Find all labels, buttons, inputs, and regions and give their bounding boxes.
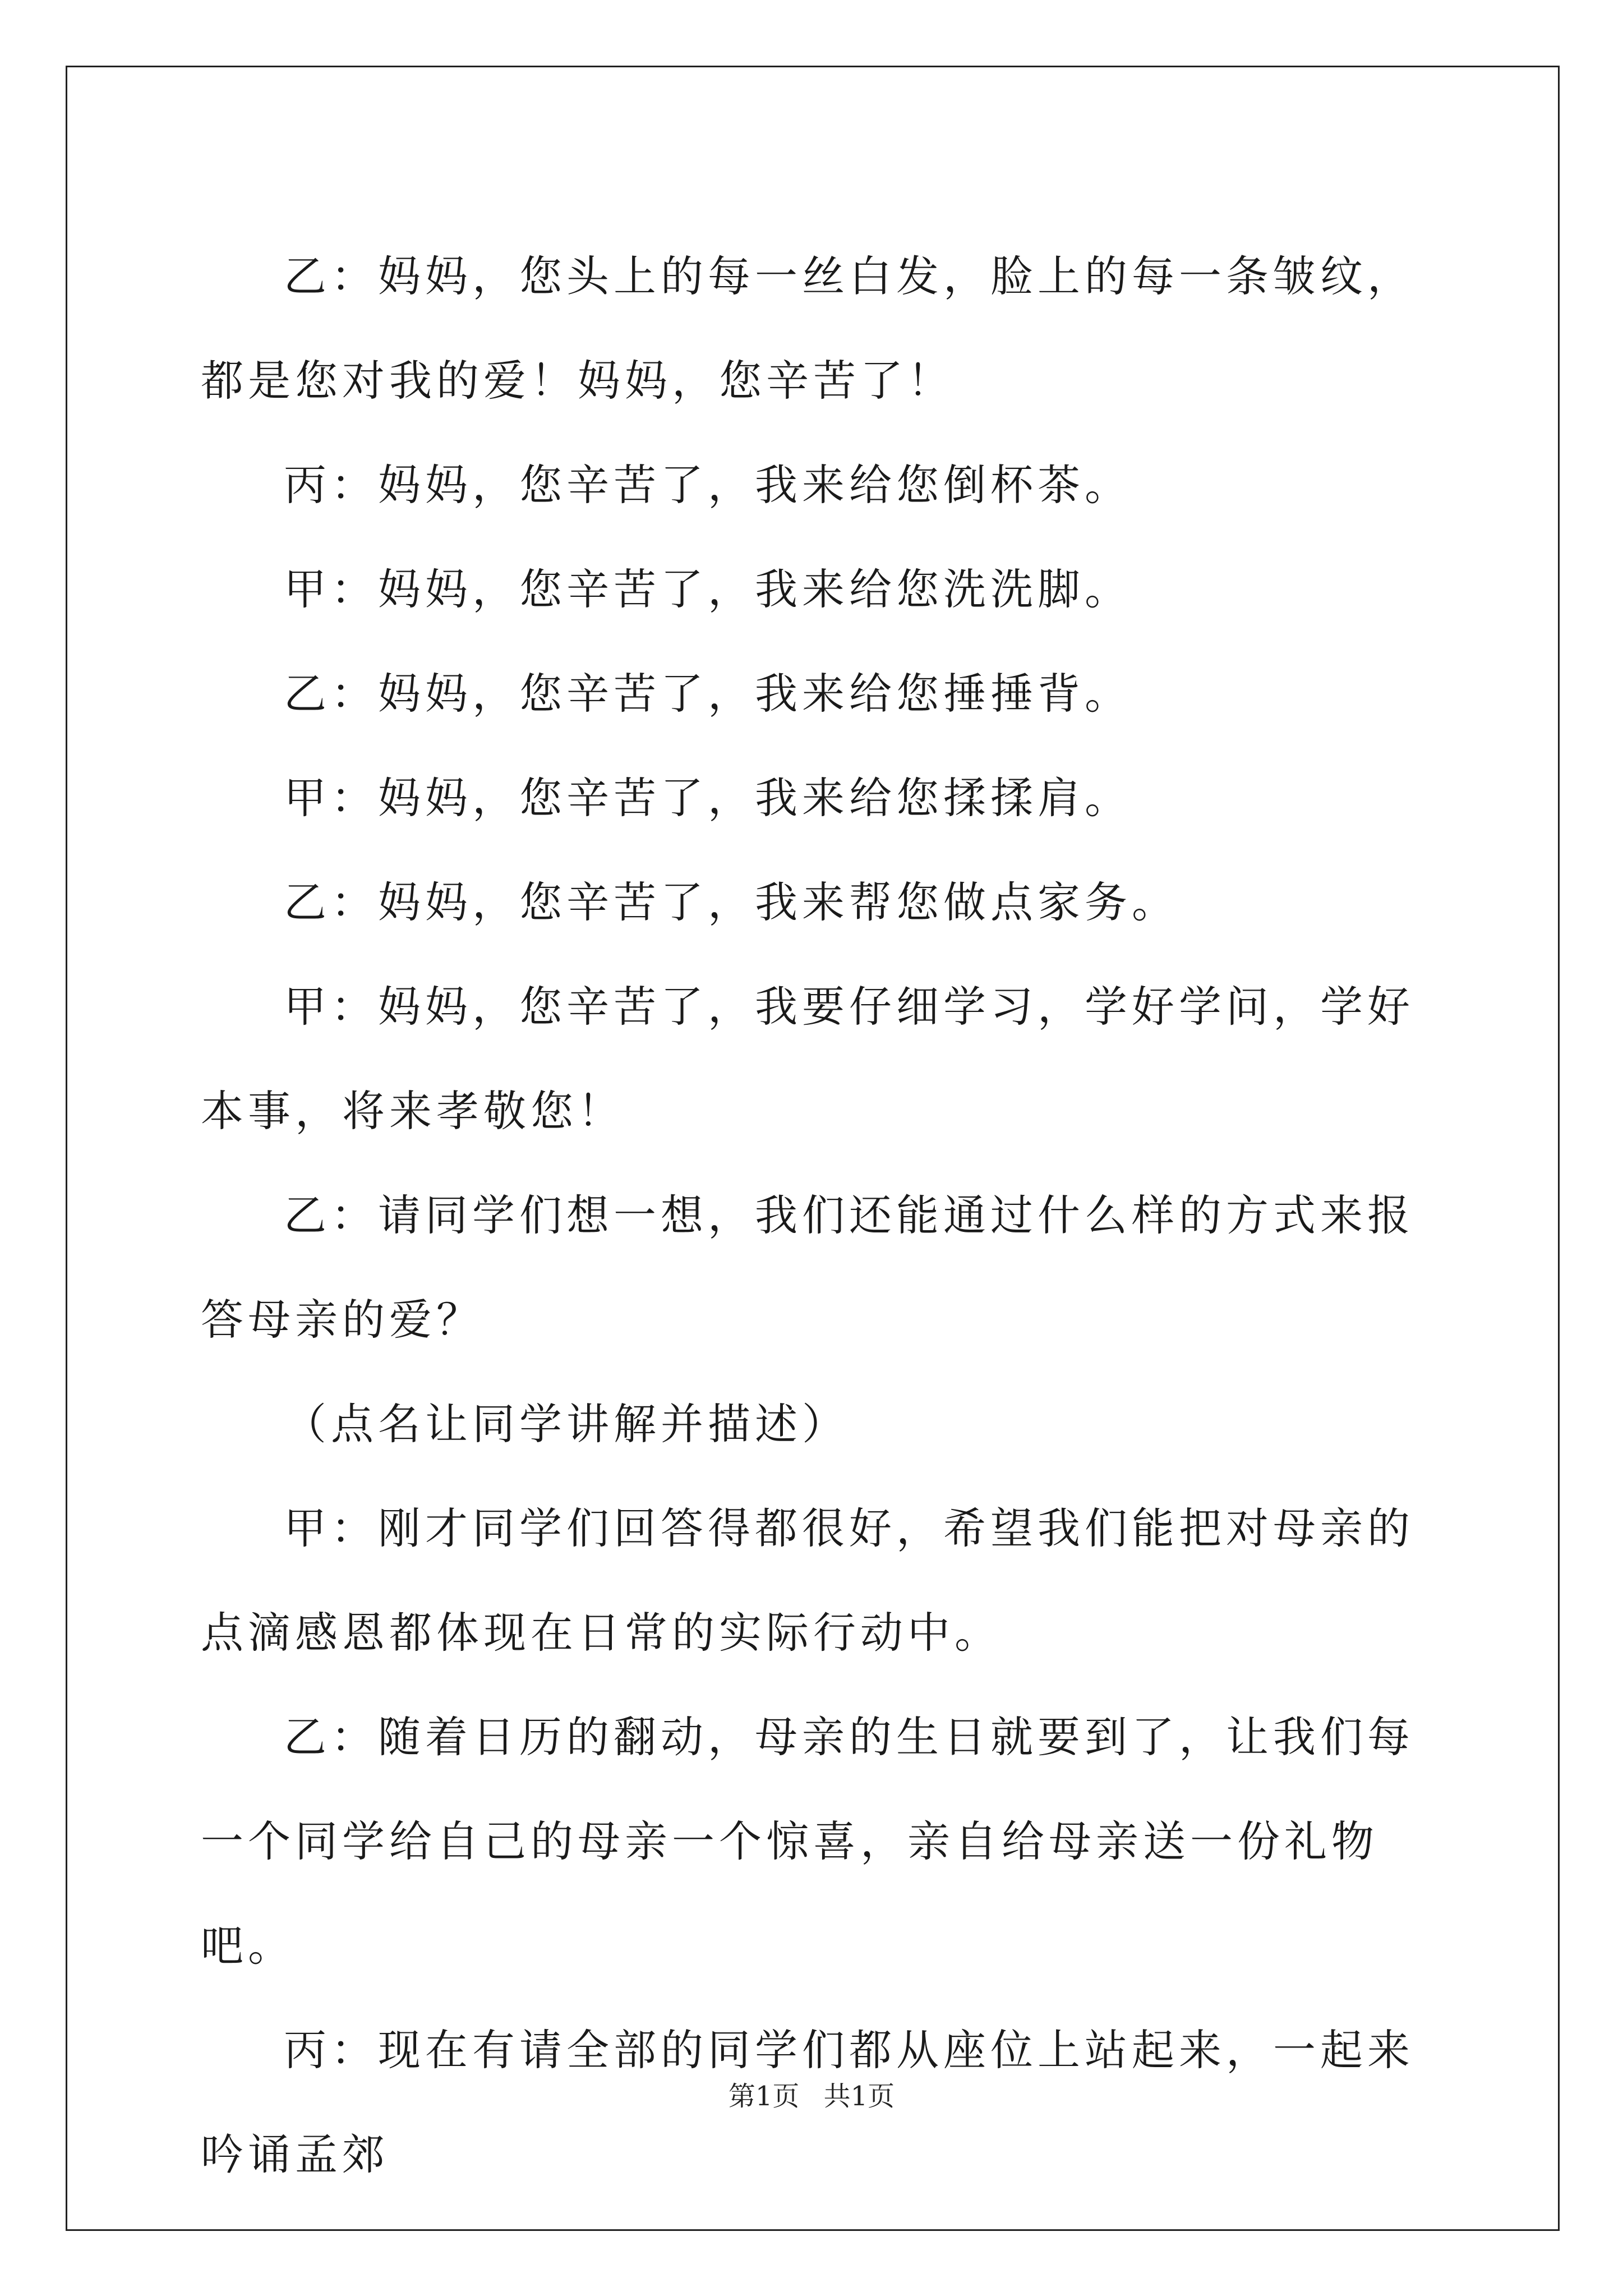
- page-number-total: 共1页: [823, 2081, 895, 2112]
- paragraph-9: （点名让同学讲解并描述）: [284, 1399, 849, 1449]
- paragraph-3: 甲：妈妈，您辛苦了，我来给您洗洗脚。: [284, 564, 1132, 614]
- paragraph-8: 乙：请同学们想一想，我们还能通过什么样的方式来报答母亲的爱？: [201, 1190, 1414, 1345]
- paragraph-2: 丙：妈妈，您辛苦了，我来给您倒杯茶。: [284, 460, 1132, 510]
- page-number-current: 第1页: [728, 2081, 800, 2112]
- paragraph-4: 乙：妈妈，您辛苦了，我来给您捶捶背。: [284, 669, 1132, 719]
- paragraph-7: 甲：妈妈，您辛苦了，我要仔细学习，学好学问，学好本事，将来孝敬您！: [201, 982, 1414, 1136]
- paragraph-11: 乙：随着日历的翻动，母亲的生日就要到了，让我们每一个同学给自己的母亲一个惊喜，亲自给母亲送一份礼物吧。: [201, 1712, 1414, 1971]
- paragraph-10: 甲：刚才同学们回答得都很好，希望我们能把对母亲的点滴感恩都体现在日常的实际行动中。: [201, 1503, 1414, 1658]
- paragraph-5: 甲：妈妈，您辛苦了，我来给您揉揉肩。: [284, 773, 1132, 823]
- paragraph-12: 丙：现在有请全部的同学们都从座位上站起来，一起来吟诵孟郊: [201, 2025, 1414, 2179]
- paragraph-1: 乙：妈妈，您头上的每一丝白发，脸上的每一条皱纹，都是您对我的爱！妈妈，您辛苦了！: [201, 251, 1414, 406]
- document-body: [201, 224, 1429, 2207]
- paragraph-6: 乙：妈妈，您辛苦了，我来帮您做点家务。: [284, 877, 1179, 927]
- page-footer: [0, 2074, 1623, 2113]
